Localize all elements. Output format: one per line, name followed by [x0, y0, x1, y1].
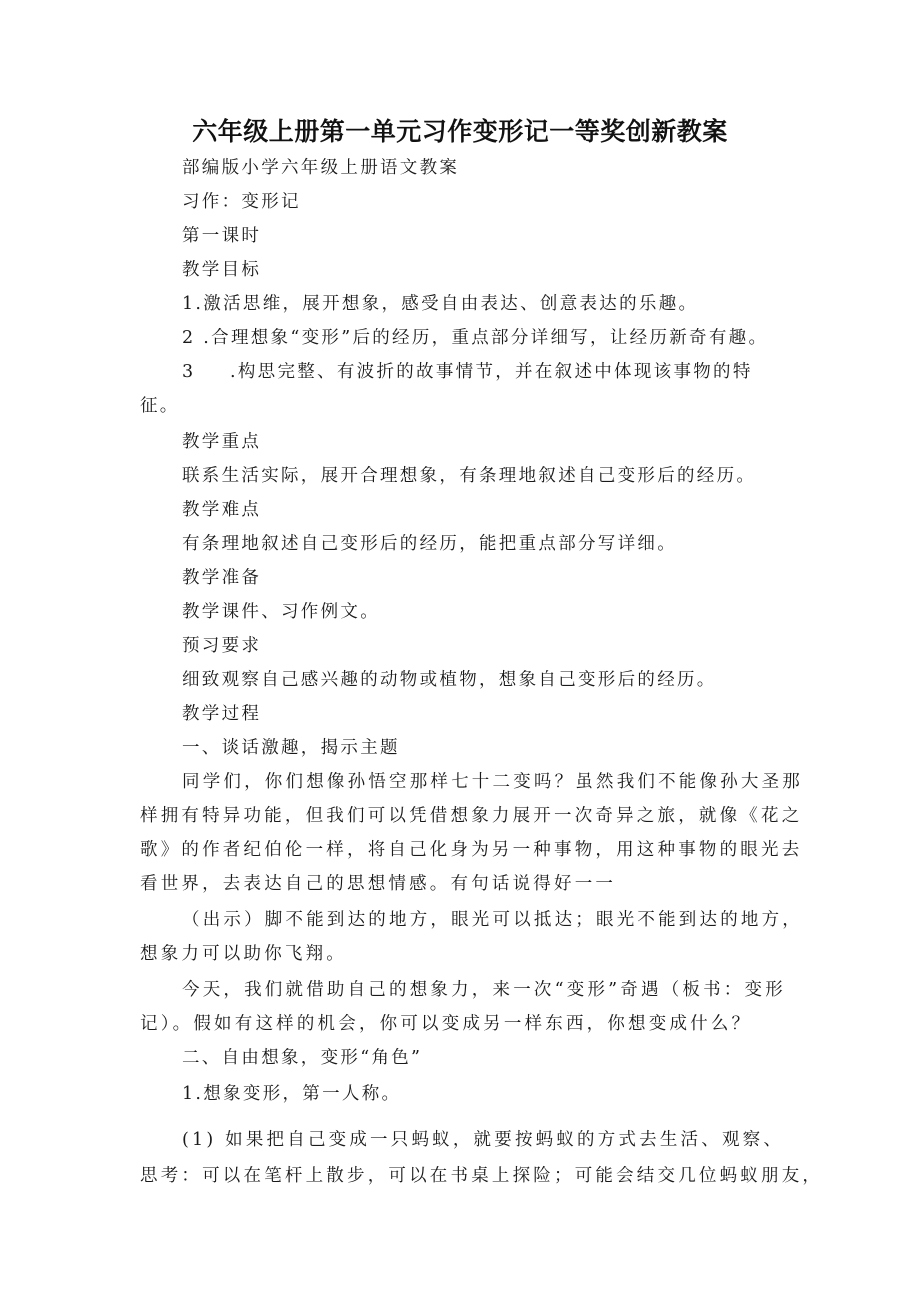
paragraph-line: 1.想象变形，第一人称。 — [182, 1084, 402, 1104]
objective-3-continuation: 征。 — [140, 396, 180, 416]
paragraph-line: 细致观察自己感兴趣的动物或植物，想象自己变形后的经历。 — [182, 670, 717, 690]
topic-line: 习作：变形记 — [182, 192, 301, 212]
subsection-heading: 二、自由想象，变形“角色” — [182, 1048, 423, 1068]
section-heading: 教学难点 — [182, 500, 262, 520]
objective-3-text: .构思完整、有波折的故事情节，并在叙述中体现该事物的特 — [230, 362, 753, 382]
paragraph-line: 记）。假如有这样的机会，你可以变成另一样东西，你想变成什么？ — [140, 1014, 753, 1034]
subsection-heading: 一、谈话激趣，揭示主题 — [182, 738, 400, 758]
section-heading: 预习要求 — [182, 636, 262, 656]
paragraph-line: 想象力可以助你飞翔。 — [140, 944, 347, 964]
paragraph-line: 联系生活实际，展开合理想象，有条理地叙述自己变形后的经历。 — [182, 466, 757, 486]
paragraph-line: (1) 如果把自己变成一只蚂蚁，就要按蚂蚁的方式去生活、观察、 — [182, 1130, 785, 1150]
lesson-label: 第一课时 — [182, 226, 262, 246]
section-heading: 教学重点 — [182, 432, 262, 452]
subtitle-line: 部编版小学六年级上册语文教案 — [182, 158, 460, 178]
objective-1: 1.激活思维，展开想象，感受自由表达、创意表达的乐趣。 — [182, 294, 699, 314]
paragraph-line: （出示）脚不能到达的地方，眼光可以抵达；眼光不能到达的地方， — [182, 910, 803, 930]
paragraph-line: 今天，我们就借助自己的想象力，来一次“变形”奇遇（板书：变形 — [182, 980, 786, 1000]
paragraph-line: 思考：可以在笔杆上散步，可以在书桌上探险；可能会结交几位蚂蚁朋友， — [140, 1166, 824, 1186]
paragraph-line: 歌》的作者纪伯伦一样，将自己化身为另一种事物，用这种事物的眼光去 — [140, 840, 803, 860]
section-heading: 教学准备 — [182, 568, 262, 588]
paragraph-line: 看世界，去表达自己的思想情感。有句话说得好一一 — [140, 874, 617, 894]
objective-2: 2 .合理想象“变形”后的经历，重点部分详细写，让经历新奇有趣。 — [182, 328, 769, 348]
section-heading: 教学目标 — [182, 260, 262, 280]
paragraph-line: 样拥有特异功能，但我们可以凭借想象力展开一次奇异之旅，就像《花之 — [140, 806, 803, 826]
section-heading: 教学过程 — [182, 704, 262, 724]
paragraph-line: 有条理地叙述自己变形后的经历，能把重点部分写详细。 — [182, 534, 677, 554]
objective-3-number: 3 — [182, 362, 196, 382]
objective-3 — [182, 358, 753, 383]
paragraph-line: 同学们，你们想像孙悟空那样七十二变吗？虽然我们不能像孙大圣那 — [182, 772, 803, 792]
document-title: 六年级上册第一单元习作变形记一等奖创新教案 — [192, 117, 728, 146]
paragraph-line: 教学课件、习作例文。 — [182, 602, 380, 622]
